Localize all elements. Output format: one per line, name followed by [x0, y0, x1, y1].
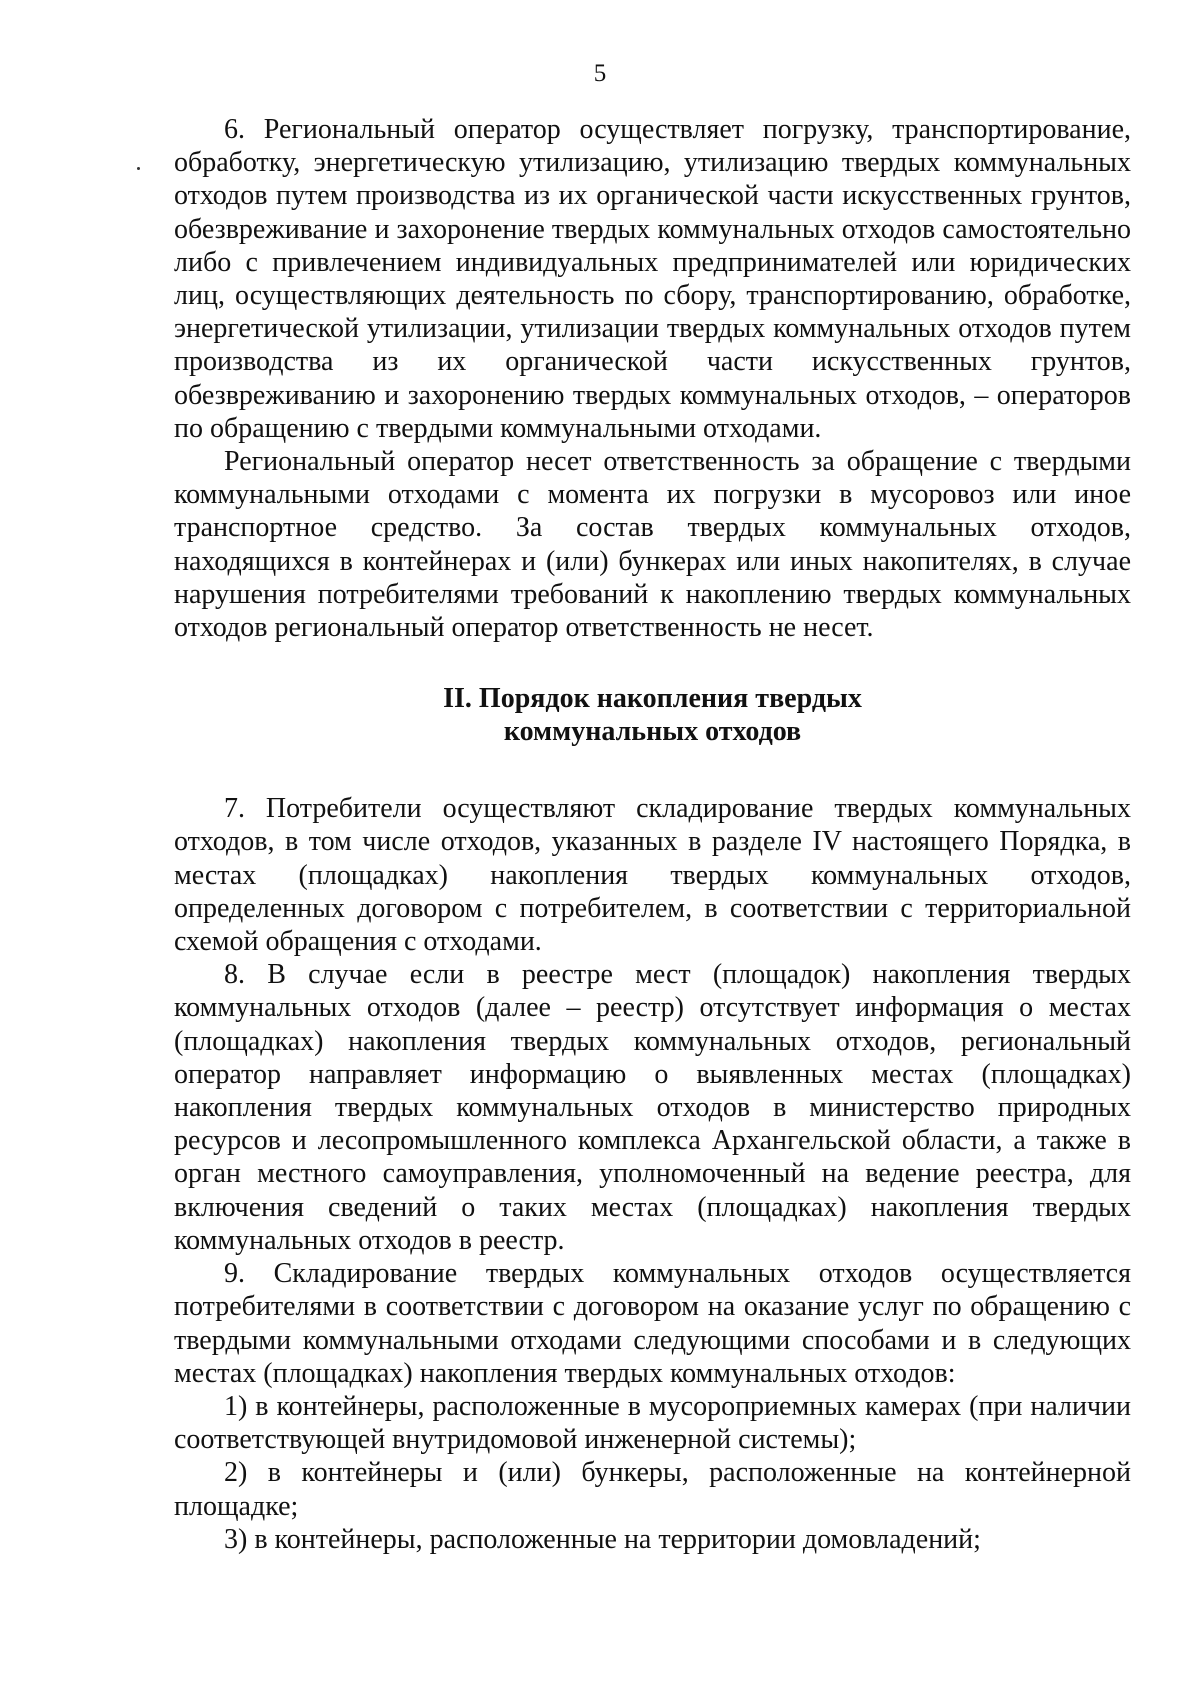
paragraph-7: 7. Потребители осуществляют складирование твердых коммунальных отходов, в том числе отходов, указанных в разделе IV настоящего Порядка, в местах (площадках) накопления твердых коммунальных отходов, определенных договором с потребителем, в соответствии с территориальной схемой обращения с отходами.: [174, 793, 1131, 958]
paragraph-8: 8. В случае если в реестре мест (площадок) накопления твердых коммунальных отходов (далее – реестр) отсутствует информация о местах (площадках) накопления твердых коммунальных отходов, региональный оператор направляет информацию о выявленных местах (площадках) накопления твердых коммунальных отходов в министерство природных ресурсов и лесопромышленного комплекса Архангельской области, а также в орган местного самоуправления, уполномоченный на ведение реестра, для включения сведений о таких местах (площадках) накопления твердых коммунальных отходов в реестр.: [174, 959, 1131, 1256]
paragraph-operator-responsibility: Региональный оператор несет ответственность за обращение с твердыми коммунальными отходами с момента их погрузки в мусоровоз или иное транспортное средство. За состав твердых коммунальных отходов, находящихся в контейнерах и (или) бункерах или иных накопителях, в случае нарушения потребителями требований к накоплению твердых коммунальных отходов региональный оператор ответственность не несет.: [174, 446, 1131, 644]
section-heading: [174, 682, 1131, 748]
section-heading-line2: коммунальных отходов: [503, 716, 802, 748]
list-item-3: 3) в контейнеры, расположенные на территории домовладений;: [224, 1523, 981, 1555]
document-body: [174, 113, 1131, 1556]
list-item-1: 1) в контейнеры, расположенные в мусороприемных камерах (при наличии соответствующей внутридомовой инженерной системы);: [174, 1390, 1131, 1456]
list-item-2: 2) в контейнеры и (или) бункеры, расположенные на контейнерной площадке;: [174, 1457, 1131, 1522]
paragraph-9: 9. Складирование твердых коммунальных отходов осуществляется потребителями в соответствии с договором на оказание услуг по обращению с твердыми коммунальными отходами следующими способами и в следующих местах (площадках) накопления твердых коммунальных отходов:: [174, 1258, 1131, 1389]
section-heading-line1: II. Порядок накопления твердых: [443, 683, 862, 715]
scan-speck: [137, 167, 140, 170]
paragraph-6: 6. Региональный оператор осуществляет погрузку, транспортирование, обработку, энергетическую утилизацию, утилизацию твердых коммунальных отходов путем производства из их органической части искусственных грунтов, обезвреживание и захоронение твердых коммунальных отходов самостоятельно либо с привлечением индивидуальных предпринимателей или юридических лиц, осуществляющих деятельность по сбору, транспортированию, обработке, энергетической утилизации, утилизации твердых коммунальных отходов путем производства из их органической части искусственных грунтов, обезвреживанию и захоронению твердых коммунальных отходов, – операторов по обращению с твердыми коммунальными отходами.: [174, 114, 1131, 444]
page-number: 5: [593, 60, 607, 87]
